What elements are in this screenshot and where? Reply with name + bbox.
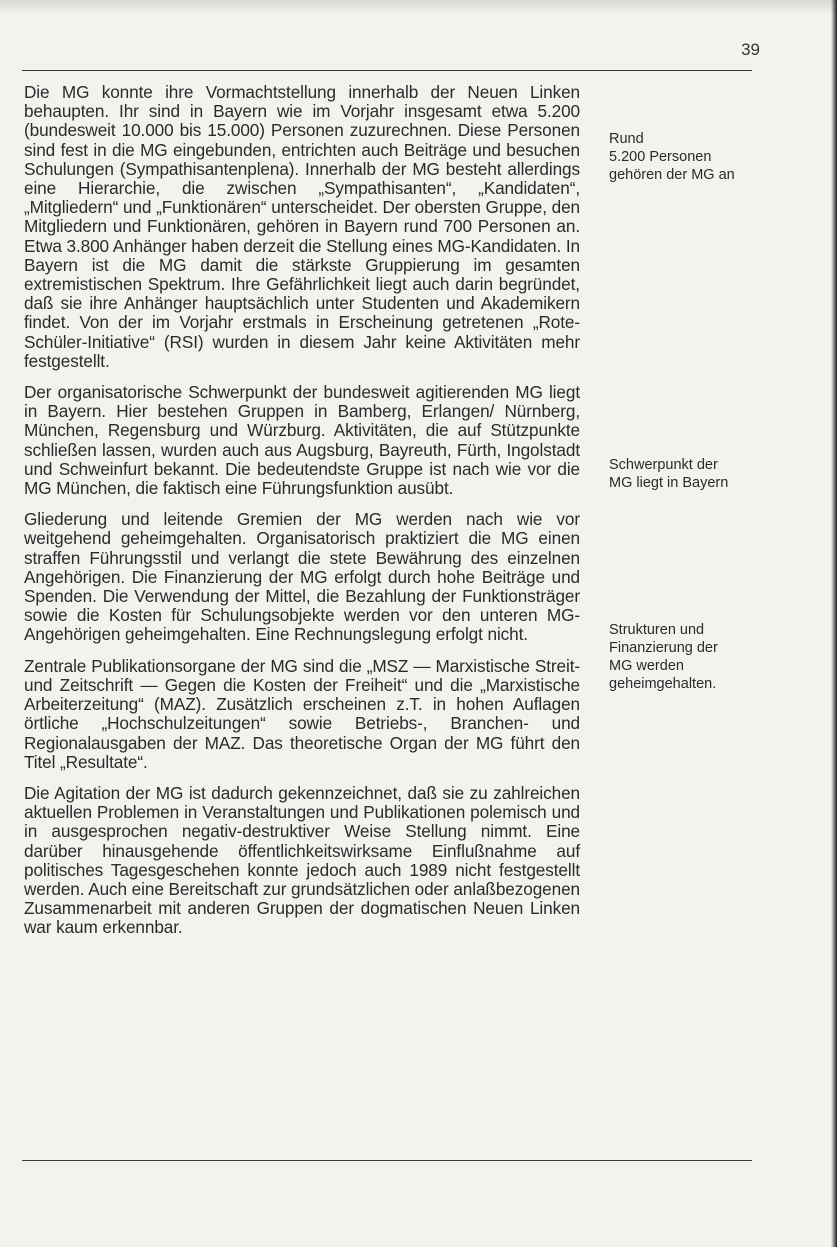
header-rule bbox=[22, 70, 752, 71]
margin-note-membership: Rund 5.200 Personen gehören der MG an bbox=[609, 131, 735, 183]
paragraph-structure: Gliederung und leitende Gremien der MG werden nach wie vor weitgehend geheimgehalten. Organisatorisch praktiziert die MG einen straffen Führungsstil und verlangt die stete Bewährung des einzelnen Angehörigen. Die Finanzierung der MG erfolgt durch hohe Beiträge und Spenden. Die Verwendung der Mittel, die Bezahlung der Funktionsträger sowie die Kosten für Schulungsobjekte werden vor den unteren MG-Angehörigen geheimgehalten. Eine Rechnungslegung erfolgt nicht. bbox=[24, 509, 580, 645]
margin-note-secrecy: Strukturen und Finanzierung der MG werden geheimgehalten. bbox=[609, 622, 718, 692]
main-text-column bbox=[24, 83, 580, 950]
page-top-shadow bbox=[0, 0, 837, 14]
paragraph-publications: Zentrale Publikationsorgane der MG sind die „MSZ — Marxistische Streit- und Zeitschrift — Gegen die Kosten der Freiheit“ und die „Marxistische Arbeiterzeitung“ (MAZ). Zusätzlich erscheinen z.T. in hohen Auflagen örtliche „Hochschulzeitungen“ sowie Betriebs-, Branchen- und Regionalausgaben der MAZ. Das theoretische Organ der MG führt den Titel „Resultate“. bbox=[24, 655, 580, 772]
paragraph-membership: Die MG konnte ihre Vormachtstellung innerhalb der Neuen Linken behaupten. Ihr sind in Bayern wie im Vorjahr insgesamt etwa 5.200 (bundesweit 10.000 bis 15.000) Personen zuzurechnen. Diese Personen sind fest in die MG eingebunden, entrichten auch Beiträge und besuchen Schulungen (Sympathisantenplena). Innerhalb der MG besteht allerdings eine Hierarchie, die zwischen „Sympathisanten“, „Kandidaten“, „Mitgliedern“ und „Funktionären“ unterscheidet. Der obersten Gruppe, den Mitgliedern und Funktionären, gehören in Bayern rund 700 Personen an. Etwa 3.800 Anhänger haben derzeit die Stellung eines MG-Kandidaten. In Bayern ist die MG damit die stärkste Gruppierung im gesamten extremistischen Spektrum. Ihre Gefährlichkeit liegt auch darin begründet, daß sie ihre Anhänger hauptsächlich unter Studenten und Akademikern findet. Von der im Vorjahr erstmals in Erscheinung getretenen „Rote-Schüler-Initiative“ (RSI) wurden in diesem Jahr keine Aktivitäten mehr festgestellt. bbox=[24, 82, 580, 371]
margin-note-focus: Schwerpunkt der MG liegt in Bayern bbox=[609, 457, 729, 491]
footer-rule bbox=[22, 1160, 752, 1161]
paragraph-agitation: Die Agitation der MG ist dadurch gekennzeichnet, daß sie zu zahlreichen aktuellen Problemen in Veranstaltungen und Publikationen polemisch und in ausgesprochen negativ-destruktiver Weise Stellung nimmt. Eine darüber hinausgehende öffentlichkeitswirksame Einflußnahme auf politisches Tagesgeschehen konnte jedoch auch 1989 nicht festgestellt werden. Auch eine Bereitschaft zur grundsätzlichen oder anlaßbezogenen Zusammenarbeit mit anderen Gruppen der dogmatischen Neuen Linken war kaum erkennbar. bbox=[24, 782, 580, 938]
page-binding-edge bbox=[831, 0, 837, 1247]
paragraph-organisation: Der organisatorische Schwerpunkt der bundesweit agitierenden MG liegt in Bayern. Hier bestehen Gruppen in Bamberg, Erlangen/ Nürnberg, München, Regensburg und Würzburg. Aktivitäten, die auf Stützpunkte schließen lassen, wurden auch aus Augsburg, Bayreuth, Fürth, Ingolstadt und Schweinfurt bekannt. Die bedeutendste Gruppe ist nach wie vor die MG München, die faktisch eine Führungsfunktion ausübt. bbox=[24, 382, 580, 499]
page-number: 39 bbox=[741, 40, 760, 59]
